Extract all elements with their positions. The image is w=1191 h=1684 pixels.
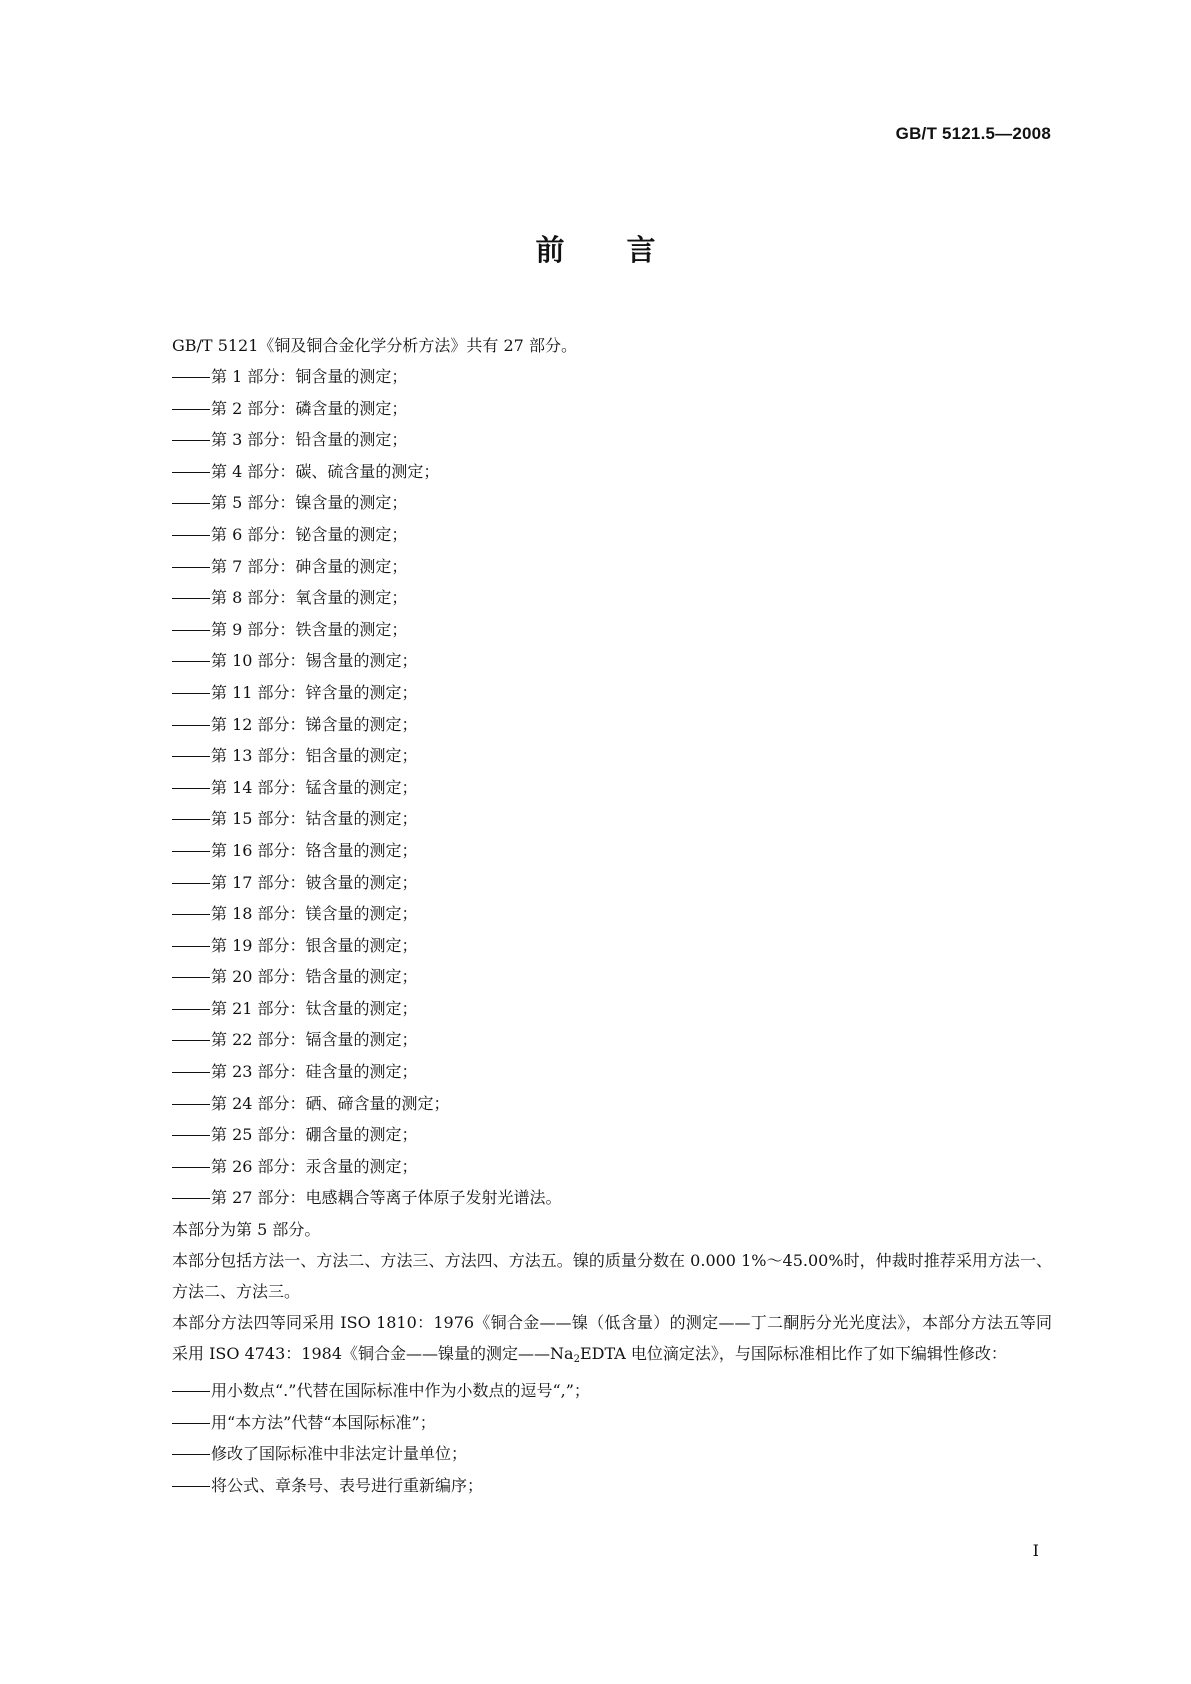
change-list-item bbox=[172, 1470, 1052, 1502]
em-dash-bullet bbox=[172, 1167, 210, 1168]
changes-list bbox=[172, 1375, 1052, 1501]
em-dash-bullet bbox=[172, 567, 210, 568]
part-list-item-text: 第 10 部分：锡含量的测定； bbox=[211, 651, 418, 671]
part-list-item-text: 第 22 部分：镉含量的测定； bbox=[211, 1030, 418, 1050]
title-char-2: 言 bbox=[626, 233, 656, 267]
part-list-item bbox=[172, 961, 1052, 993]
em-dash-bullet bbox=[172, 788, 210, 789]
part-list-item bbox=[172, 393, 1052, 425]
part-list-item bbox=[172, 1182, 1052, 1214]
em-dash-bullet bbox=[172, 503, 210, 504]
part-list-item-text: 第 16 部分：铬含量的测定； bbox=[211, 840, 418, 860]
part-list-item-text: 第 1 部分：铜含量的测定； bbox=[211, 367, 408, 386]
page-title bbox=[0, 228, 1191, 269]
standard-code: GB/T 5121.5—2008 bbox=[895, 124, 1051, 143]
part-list-item-text: 第 20 部分：锆含量的测定； bbox=[211, 967, 418, 987]
part-list-item-text: 第 25 部分：硼含量的测定； bbox=[211, 1125, 418, 1145]
part-list-item-text: 第 9 部分：铁含量的测定； bbox=[211, 619, 408, 639]
change-list-item bbox=[172, 1407, 1052, 1439]
part-list-item bbox=[172, 803, 1052, 835]
parts-list bbox=[172, 361, 1052, 1214]
em-dash-bullet bbox=[172, 409, 210, 410]
part-list-item bbox=[172, 582, 1052, 614]
page-number: I bbox=[1032, 1541, 1039, 1560]
part-list-item bbox=[172, 1056, 1052, 1088]
preface-body bbox=[172, 330, 1052, 1501]
em-dash-bullet bbox=[172, 1040, 210, 1041]
part-list-item-text: 第 26 部分：汞含量的测定； bbox=[211, 1156, 418, 1176]
part-list-item bbox=[172, 645, 1052, 677]
part-list-item-text: 第 27 部分：电感耦合等离子体原子发射光谱法。 bbox=[211, 1188, 562, 1208]
part-list-item-text: 第 23 部分：硅含量的测定； bbox=[211, 1062, 418, 1082]
change-list-item-text: 修改了国际标准中非法定计量单位； bbox=[211, 1444, 468, 1464]
em-dash-bullet bbox=[172, 1198, 210, 1199]
part-list-item bbox=[172, 1119, 1052, 1151]
em-dash-bullet bbox=[172, 1486, 210, 1487]
equivalence-subscript: 2 bbox=[573, 1354, 580, 1366]
em-dash-bullet bbox=[172, 535, 210, 536]
em-dash-bullet bbox=[172, 472, 210, 473]
part-list-item-text: 第 11 部分：锌含量的测定； bbox=[211, 682, 418, 702]
part-list-item-text: 第 2 部分：磷含量的测定； bbox=[211, 398, 408, 418]
em-dash-bullet bbox=[172, 440, 210, 441]
change-list-item bbox=[172, 1375, 1052, 1407]
this-part-paragraph: 本部分为第 5 部分。 bbox=[172, 1220, 321, 1240]
part-list-item bbox=[172, 930, 1052, 962]
em-dash-bullet bbox=[172, 1391, 210, 1392]
em-dash-bullet bbox=[172, 883, 210, 884]
methods-paragraph: 本部分包括方法一、方法二、方法三、方法四、方法五。镍的质量分数在 0.000 1%～45.00%时，仲裁时推荐采用方法一、方法二、方法三。 bbox=[172, 1251, 1052, 1302]
em-dash-bullet bbox=[172, 851, 210, 852]
equivalence-text-a: 本部分方法四等同采用 ISO 1810：1976《铜合金——镍（低含量）的测定——丁二酮肟分光光度法》，本部分方法五等同采用 ISO 4743：1984《铜合金——镍量的测定——Na bbox=[172, 1313, 1052, 1364]
em-dash-bullet bbox=[172, 1423, 210, 1424]
title-char-1: 前 bbox=[535, 233, 565, 267]
part-list-item-text: 第 7 部分：砷含量的测定； bbox=[211, 556, 408, 576]
em-dash-bullet bbox=[172, 661, 210, 662]
em-dash-bullet bbox=[172, 914, 210, 915]
part-list-item bbox=[172, 740, 1052, 772]
intro-paragraph: GB/T 5121《铜及铜合金化学分析方法》共有 27 部分。 bbox=[172, 336, 577, 355]
part-list-item-text: 第 14 部分：锰含量的测定； bbox=[211, 777, 418, 797]
part-list-item-text: 第 12 部分：锑含量的测定； bbox=[211, 714, 418, 734]
part-list-item bbox=[172, 867, 1052, 899]
part-list-item bbox=[172, 1151, 1052, 1183]
part-list-item-text: 第 15 部分：钴含量的测定； bbox=[211, 809, 418, 829]
part-list-item bbox=[172, 361, 1052, 393]
part-list-item bbox=[172, 487, 1052, 519]
em-dash-bullet bbox=[172, 598, 210, 599]
em-dash-bullet bbox=[172, 946, 210, 947]
em-dash-bullet bbox=[172, 1104, 210, 1105]
part-list-item bbox=[172, 1088, 1052, 1120]
part-list-item bbox=[172, 772, 1052, 804]
em-dash-bullet bbox=[172, 756, 210, 757]
part-list-item bbox=[172, 424, 1052, 456]
part-list-item-text: 第 6 部分：铋含量的测定； bbox=[211, 524, 408, 544]
change-list-item-text: 将公式、章条号、表号进行重新编序； bbox=[211, 1475, 484, 1495]
em-dash-bullet bbox=[172, 725, 210, 726]
part-list-item-text: 第 13 部分：铝含量的测定； bbox=[211, 746, 418, 766]
part-list-item-text: 第 24 部分：硒、碲含量的测定； bbox=[211, 1093, 450, 1113]
change-list-item-text: 用“本方法”代替“本国际标准”； bbox=[211, 1412, 436, 1432]
em-dash-bullet bbox=[172, 1454, 210, 1455]
em-dash-bullet bbox=[172, 977, 210, 978]
equivalence-paragraph bbox=[172, 1307, 1052, 1375]
part-list-item-text: 第 19 部分：银含量的测定； bbox=[211, 935, 418, 955]
part-list-item bbox=[172, 1024, 1052, 1056]
change-list-item-text: 用小数点“.”代替在国际标准中作为小数点的逗号“,”； bbox=[211, 1381, 590, 1401]
change-list-item bbox=[172, 1438, 1052, 1470]
part-list-item bbox=[172, 614, 1052, 646]
em-dash-bullet bbox=[172, 819, 210, 820]
part-list-item-text: 第 18 部分：镁含量的测定； bbox=[211, 904, 418, 924]
part-list-item-text: 第 5 部分：镍含量的测定； bbox=[211, 493, 408, 513]
equivalence-text-b: EDTA 电位滴定法》，与国际标准相比作了如下编辑性修改： bbox=[579, 1344, 1007, 1364]
part-list-item bbox=[172, 519, 1052, 551]
part-list-item-text: 第 8 部分：氧含量的测定； bbox=[211, 588, 408, 608]
part-list-item bbox=[172, 993, 1052, 1025]
em-dash-bullet bbox=[172, 1009, 210, 1010]
part-list-item-text: 第 17 部分：铍含量的测定； bbox=[211, 872, 418, 892]
em-dash-bullet bbox=[172, 1135, 210, 1136]
em-dash-bullet bbox=[172, 377, 210, 378]
part-list-item bbox=[172, 677, 1052, 709]
part-list-item bbox=[172, 709, 1052, 741]
part-list-item-text: 第 21 部分：钛含量的测定； bbox=[211, 998, 418, 1018]
em-dash-bullet bbox=[172, 630, 210, 631]
part-list-item bbox=[172, 898, 1052, 930]
part-list-item bbox=[172, 551, 1052, 583]
part-list-item-text: 第 4 部分：碳、硫含量的测定； bbox=[211, 461, 440, 481]
part-list-item bbox=[172, 456, 1052, 488]
part-list-item-text: 第 3 部分：铅含量的测定； bbox=[211, 430, 408, 450]
em-dash-bullet bbox=[172, 693, 210, 694]
part-list-item bbox=[172, 835, 1052, 867]
em-dash-bullet bbox=[172, 1072, 210, 1073]
